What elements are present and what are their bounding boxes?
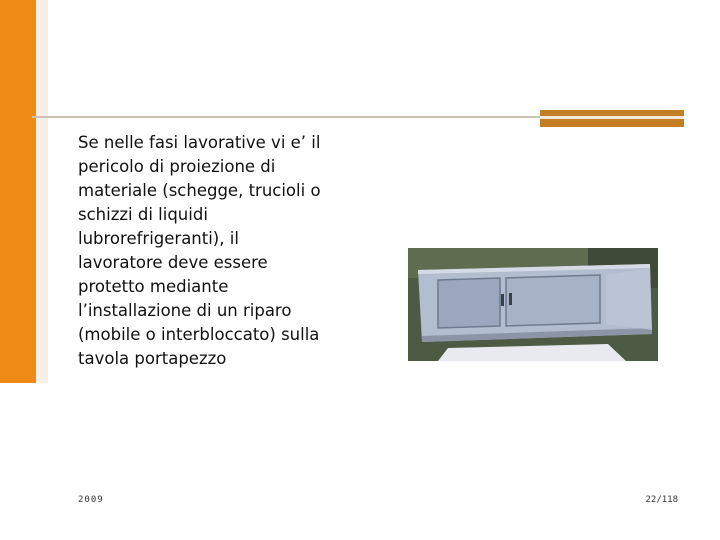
side-bar-shadow <box>36 0 48 383</box>
slide-body-text: Se nelle fasi lavorative vi e’ il pericolo di proiezione di materiale (schegge, trucioli o schizzi di liquidi lubrorefrigeranti), il lavoratore deve essere protetto mediante l’installazione di un riparo (mobile o interbloccato) sulla tavola portapezzo <box>78 133 321 368</box>
guard-window-center <box>506 275 600 326</box>
guard-window-left <box>438 278 500 328</box>
guard-right-panel <box>606 268 652 330</box>
title-divider-line <box>32 116 540 118</box>
orange-side-bar <box>0 0 36 383</box>
guard-handle-left <box>501 294 504 306</box>
page-number: 22/118 <box>645 495 678 505</box>
accent-block <box>540 110 684 127</box>
footer-year: 2009 <box>78 495 104 505</box>
guard-handle-right <box>509 293 512 305</box>
machine-guard-photo <box>408 248 658 361</box>
